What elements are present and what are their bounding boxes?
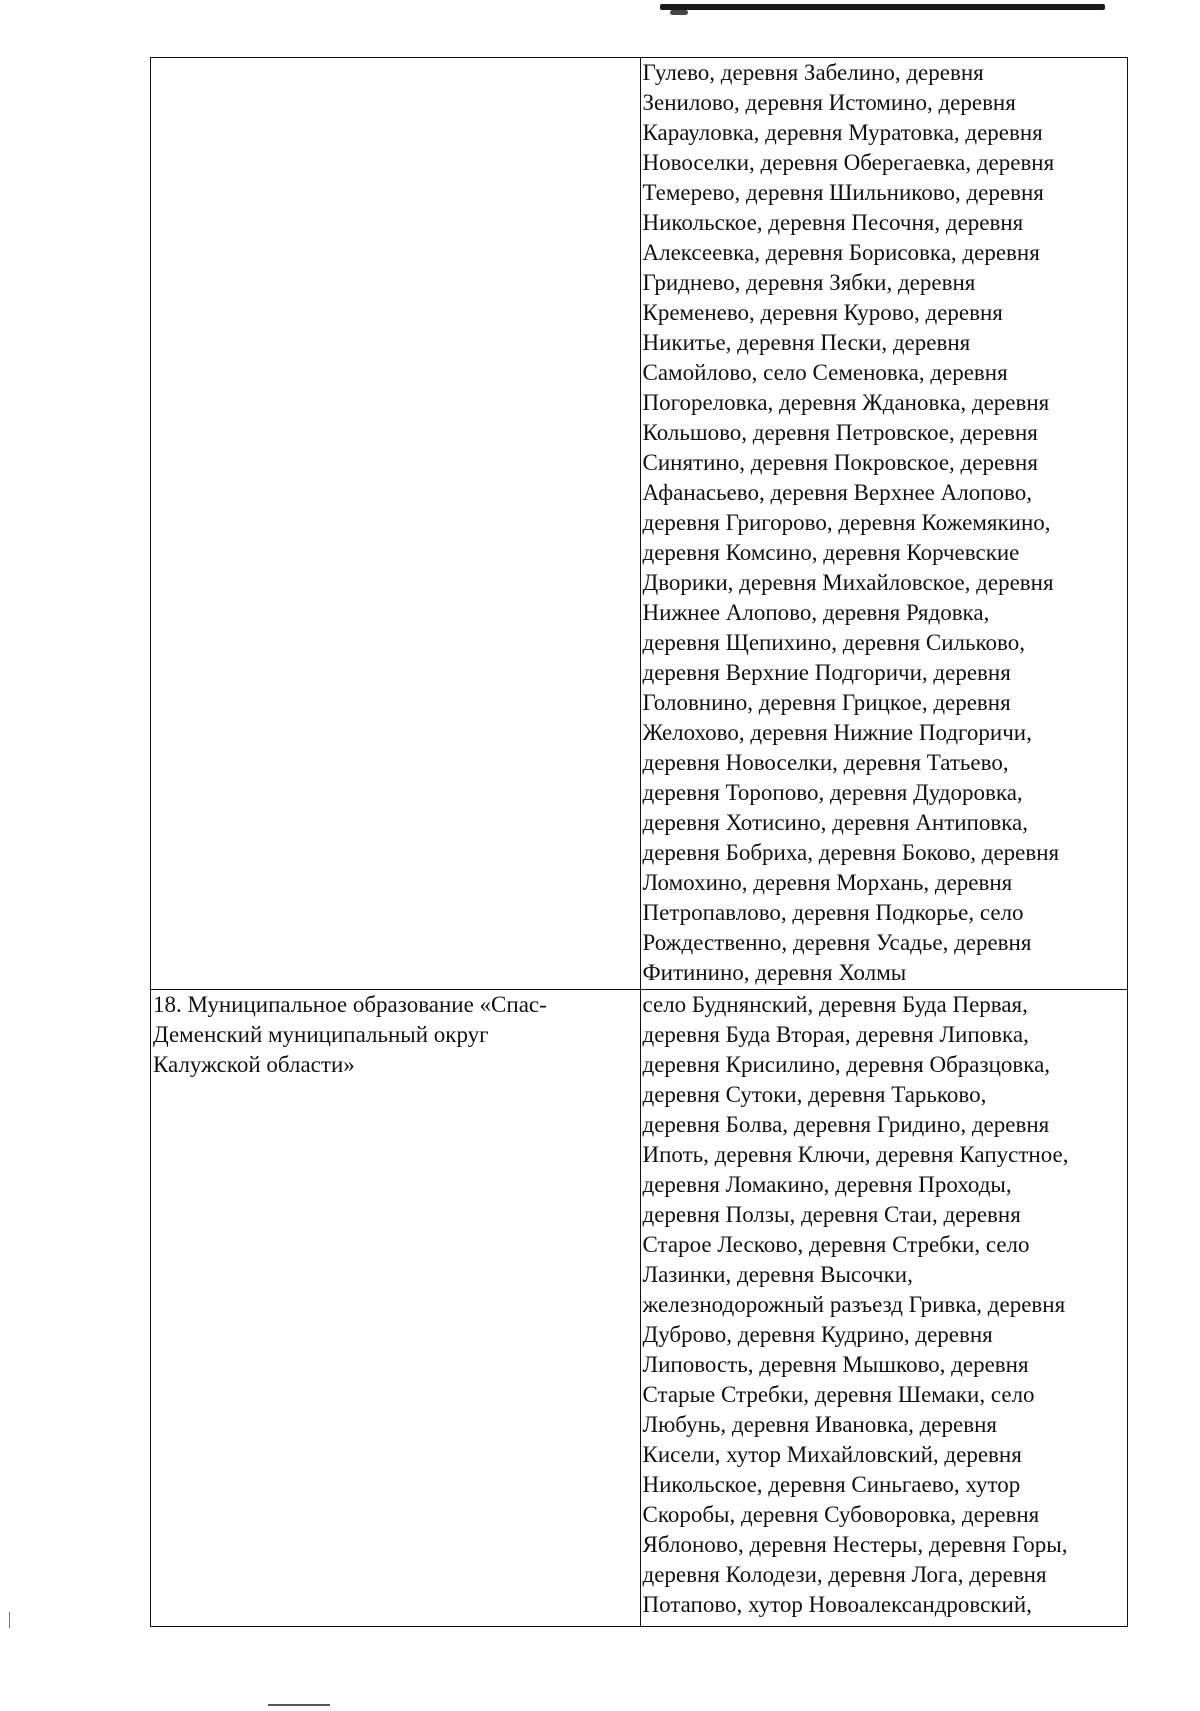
text-line: деревня Комсино, деревня Корчевские <box>642 540 1020 565</box>
text-line: 18. Муниципальное образование «Спас- <box>153 992 547 1017</box>
text-line: Алексеевка, деревня Борисовка, деревня <box>642 240 1040 265</box>
text-line: Яблоново, деревня Нестеры, деревня Горы, <box>642 1532 1068 1557</box>
text-line: Дворики, деревня Михайловское, деревня <box>642 570 1054 595</box>
text-line: Желохово, деревня Нижние Подгоричи, <box>642 720 1032 745</box>
text-line: деревня Буда Вторая, деревня Липовка, <box>642 1022 1029 1047</box>
text-line: Самойлово, село Семеновка, деревня <box>642 360 1008 385</box>
text-line: Старое Лесково, деревня Стребки, село <box>642 1232 1030 1257</box>
text-line: деревня Верхние Подгоричи, деревня <box>642 660 1011 685</box>
text-line: Ломохино, деревня Морхань, деревня <box>642 870 1013 895</box>
table-row <box>151 58 1128 990</box>
text-line: Старые Стребки, деревня Шемаки, село <box>642 1382 1035 1407</box>
scan-artifact-bottom <box>268 1704 330 1706</box>
text-line: Новоселки, деревня Оберегаевка, деревня <box>642 150 1055 175</box>
text-line: Любунь, деревня Ивановка, деревня <box>642 1412 997 1437</box>
text-line: деревня Бобриха, деревня Боково, деревня <box>642 840 1060 865</box>
text-line: Кисели, хутор Михайловский, деревня <box>642 1442 1022 1467</box>
text-line: железнодорожный разъезд Гривка, деревня <box>642 1292 1066 1317</box>
text-line: Скоробы, деревня Субоворовка, деревня <box>642 1502 1040 1527</box>
text-line: деревня Григорово, деревня Кожемякино, <box>642 510 1051 535</box>
text-line: Синятино, деревня Покровское, деревня <box>642 450 1038 475</box>
text-line: Никитье, деревня Пески, деревня <box>642 330 971 355</box>
text-line: Калужской области» <box>153 1052 355 1077</box>
settlements-cell <box>640 990 1128 1627</box>
text-line: Кременево, деревня Курово, деревня <box>642 300 1003 325</box>
text-line: Дуброво, деревня Кудрино, деревня <box>642 1322 993 1347</box>
text-line: Нижнее Алопово, деревня Рядовка, <box>642 600 990 625</box>
scan-artifact-left <box>9 1612 10 1628</box>
text-line: село Буднянский, деревня Буда Первая, <box>642 992 1028 1017</box>
text-line: деревня Щепихино, деревня Сильково, <box>642 630 1025 655</box>
settlements-cell <box>640 58 1128 990</box>
text-line: Деменский муниципальный округ <box>153 1022 489 1047</box>
text-line: Зенилово, деревня Истомино, деревня <box>642 90 1016 115</box>
text-line: Гриднево, деревня Зябки, деревня <box>642 270 976 295</box>
text-line: деревня Болва, деревня Гридино, деревня <box>642 1112 1050 1137</box>
text-line: Петропавлово, деревня Подкорье, село <box>642 900 1024 925</box>
text-line: деревня Ползы, деревня Стаи, деревня <box>642 1202 1021 1227</box>
text-line: Темерево, деревня Шильниково, деревня <box>642 180 1044 205</box>
text-line: деревня Колодези, деревня Лога, деревня <box>642 1562 1047 1587</box>
text-line: деревня Сутоки, деревня Тарьково, <box>642 1082 987 1107</box>
scan-artifact-top <box>660 4 1105 10</box>
text-line: деревня Новоселки, деревня Татьево, <box>642 750 1009 775</box>
text-line: Головнино, деревня Грицкое, деревня <box>642 690 1011 715</box>
settlements-table <box>150 57 1128 1627</box>
text-line: Погореловка, деревня Ждановка, деревня <box>642 390 1050 415</box>
text-line: Фитинино, деревня Холмы <box>642 960 907 985</box>
text-line: Ипоть, деревня Ключи, деревня Капустное, <box>642 1142 1069 1167</box>
text-line: деревня Хотисино, деревня Антиповка, <box>642 810 1029 835</box>
text-line: Лазинки, деревня Высочки, <box>642 1262 913 1287</box>
text-line: Гулево, деревня Забелино, деревня <box>642 60 984 85</box>
table-row <box>151 990 1128 1627</box>
text-line: Потапово, хутор Новоалександровский, <box>642 1592 1032 1617</box>
text-line: Рождественно, деревня Усадье, деревня <box>642 930 1032 955</box>
text-line: деревня Торопово, деревня Дудоровка, <box>642 780 1023 805</box>
scan-artifact-speck <box>670 10 688 15</box>
text-line: Никольское, деревня Синьгаево, хутор <box>642 1472 1021 1497</box>
text-line: Никольское, деревня Песочня, деревня <box>642 210 1024 235</box>
text-line: Афанасьево, деревня Верхнее Алопово, <box>642 480 1032 505</box>
text-line: деревня Ломакино, деревня Проходы, <box>642 1172 1012 1197</box>
text-line: Кольшово, деревня Петровское, деревня <box>642 420 1038 445</box>
text-line: деревня Крисилино, деревня Образцовка, <box>642 1052 1051 1077</box>
municipality-cell <box>151 990 641 1627</box>
text-line: Карауловка, деревня Муратовка, деревня <box>642 120 1043 145</box>
text-line: Липовость, деревня Мышково, деревня <box>642 1352 1029 1377</box>
municipality-cell <box>151 58 641 990</box>
